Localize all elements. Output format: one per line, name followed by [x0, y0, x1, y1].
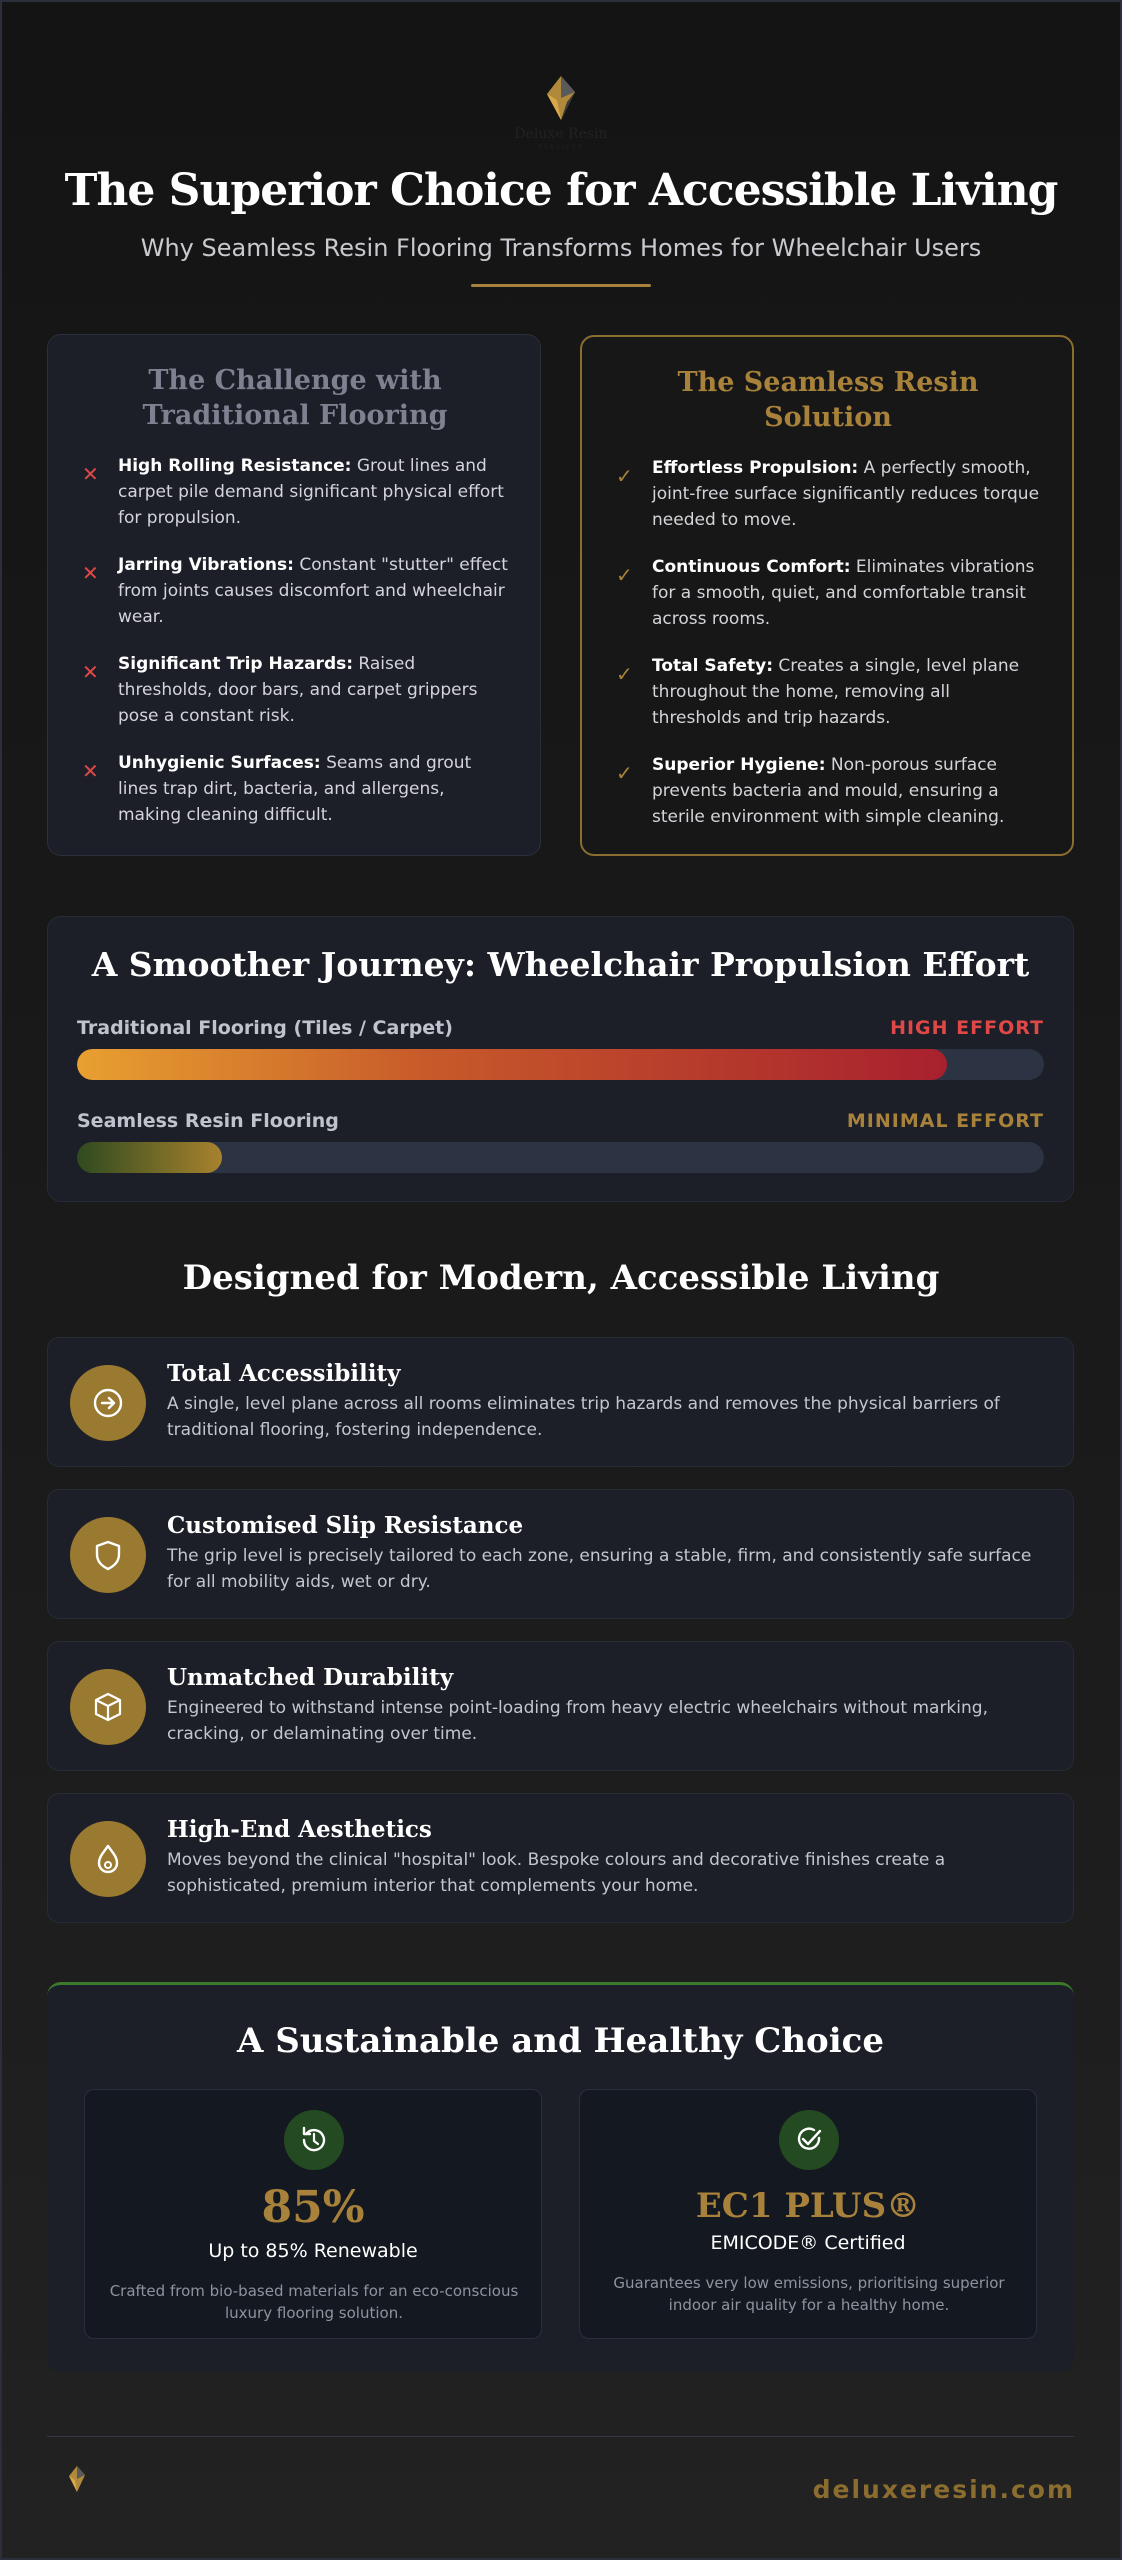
point-text: Seams and grout lines trap dirt, bacteria, and allergens, making cleaning difficult. — [118, 753, 472, 825]
point-text: Eliminates vibrations for a smooth, quiet, and comfortable transit across rooms. — [652, 557, 1035, 629]
solution-point — [612, 653, 1044, 731]
point-text: Constant "stutter" effect from joints causes discomfort and wheelchair wear. — [118, 555, 508, 627]
feature-title: Total Accessibility — [167, 1360, 401, 1387]
stat-label: EMICODE® Certified — [710, 2232, 906, 2254]
point-heading: Superior Hygiene: — [652, 755, 826, 775]
logo-mark-icon — [47, 2464, 107, 2496]
solution-point — [612, 752, 1044, 830]
challenge-point — [78, 750, 512, 828]
feature-title: Customised Slip Resistance — [167, 1512, 524, 1539]
challenge-title: The Challenge with Traditional Flooring — [142, 365, 448, 431]
effort-tag-minimal: MINIMAL EFFORT — [846, 1110, 1044, 1132]
shield-icon — [70, 1517, 146, 1593]
feature-card-slip-resistance — [47, 1489, 1074, 1619]
point-text: A perfectly smooth, joint-free surface significantly reduces torque needed to move. — [652, 458, 1040, 530]
effort-track-resin — [77, 1142, 1044, 1173]
solution-list — [612, 455, 1044, 830]
check-icon: ✓ — [616, 563, 633, 587]
stat-value: EC1 PLUS® — [695, 2186, 921, 2226]
challenge-point — [78, 453, 512, 531]
check-icon: ✓ — [616, 662, 633, 686]
cross-icon: ✕ — [82, 561, 99, 585]
point-text: Creates a single, level plane throughout the home, removing all thresholds and trip hazards. — [652, 656, 1020, 728]
website-link[interactable]: deluxeresin.com — [812, 2475, 1075, 2504]
point-heading: Continuous Comfort: — [652, 557, 851, 577]
feature-text: The grip level is precisely tailored to each zone, ensuring a stable, firm, and consistently safe surface for all mobility aids, wet or dry. — [167, 1546, 1032, 1592]
challenge-card — [47, 334, 541, 856]
logo-mark-icon — [511, 74, 611, 126]
propulsion-effort-panel — [47, 916, 1074, 1202]
check-circle-icon — [779, 2110, 839, 2170]
stat-card-renewable — [84, 2089, 542, 2339]
cross-icon: ✕ — [82, 759, 99, 783]
effort-title: A Smoother Journey: Wheelchair Propulsion Effort — [91, 945, 1030, 984]
challenge-point — [78, 552, 512, 630]
point-text: Raised thresholds, door bars, and carpet grippers pose a constant risk. — [118, 654, 478, 726]
point-heading: Significant Trip Hazards: — [118, 654, 354, 674]
feature-text: A single, level plane across all rooms eliminates trip hazards and removes the physical barriers of traditional flooring, fostering independence. — [167, 1394, 1000, 1440]
sustainability-panel — [47, 1982, 1074, 2372]
feature-title: Unmatched Durability — [167, 1664, 454, 1691]
arrow-right-circle-icon — [70, 1365, 146, 1441]
effort-track-traditional — [77, 1049, 1044, 1080]
effort-label-resin: Seamless Resin Flooring — [77, 1110, 339, 1132]
feature-title: High-End Aesthetics — [167, 1816, 432, 1843]
renew-icon — [284, 2110, 344, 2170]
point-heading: Effortless Propulsion: — [652, 458, 859, 478]
cross-icon: ✕ — [82, 660, 99, 684]
check-icon: ✓ — [616, 761, 633, 785]
footer-logo — [47, 2464, 107, 2512]
footer-divider — [47, 2436, 1074, 2437]
logo-text: Deluxe Resin — [514, 126, 608, 142]
point-heading: Unhygienic Surfaces: — [118, 753, 321, 773]
feature-text: Engineered to withstand intense point-loading from heavy electric wheelchairs without marking, cracking, or delaminating over time. — [167, 1698, 988, 1744]
solution-card — [580, 335, 1074, 856]
solution-point — [612, 554, 1044, 632]
point-heading: High Rolling Resistance: — [118, 456, 352, 476]
solution-title: The Seamless Resin Solution — [677, 367, 979, 433]
challenge-point — [78, 651, 512, 729]
footer-logo-text: Deluxe Resin — [47, 2496, 107, 2506]
effort-tag-high: HIGH EFFORT — [890, 1017, 1044, 1039]
solution-point — [612, 455, 1044, 533]
cross-icon: ✕ — [82, 462, 99, 486]
stat-value: 85% — [261, 2182, 365, 2233]
point-heading: Jarring Vibrations: — [118, 555, 294, 575]
point-heading: Total Safety: — [652, 656, 774, 676]
feature-card-accessibility — [47, 1337, 1074, 1467]
logo-subtext: SERVICES — [538, 144, 584, 151]
feature-card-aesthetics — [47, 1793, 1074, 1923]
page-subtitle: Why Seamless Resin Flooring Transforms Homes for Wheelchair Users — [140, 234, 982, 262]
stat-label: Up to 85% Renewable — [208, 2240, 418, 2262]
feature-card-durability — [47, 1641, 1074, 1771]
effort-bar-resin — [77, 1142, 222, 1173]
effort-bar-traditional — [77, 1049, 947, 1080]
features-title: Designed for Modern, Accessible Living — [182, 1258, 940, 1298]
company-logo — [511, 74, 611, 158]
check-icon: ✓ — [616, 464, 633, 488]
point-text: Grout lines and carpet pile demand significant physical effort for propulsion. — [118, 456, 504, 528]
effort-label-traditional: Traditional Flooring (Tiles / Carpet) — [77, 1017, 453, 1039]
point-text: Non-porous surface prevents bacteria and mould, ensuring a sterile environment with simple cleaning. — [652, 755, 1005, 827]
feature-text: Moves beyond the clinical "hospital" look. Bespoke colours and decorative finishes create a sophisticated, premium interior that complements your home. — [167, 1850, 946, 1896]
sustainability-title: A Sustainable and Healthy Choice — [237, 2021, 884, 2061]
stat-card-emicode — [579, 2089, 1037, 2339]
title-divider — [471, 284, 651, 287]
stat-description: Guarantees very low emissions, prioritising superior indoor air quality for a healthy home. — [613, 2274, 1005, 2314]
stat-description: Crafted from bio-based materials for an eco-conscious luxury flooring solution. — [109, 2282, 519, 2322]
droplet-icon — [70, 1821, 146, 1897]
page-title: The Superior Choice for Accessible Living — [64, 165, 1058, 216]
cube-icon — [70, 1669, 146, 1745]
challenge-list — [78, 453, 512, 828]
